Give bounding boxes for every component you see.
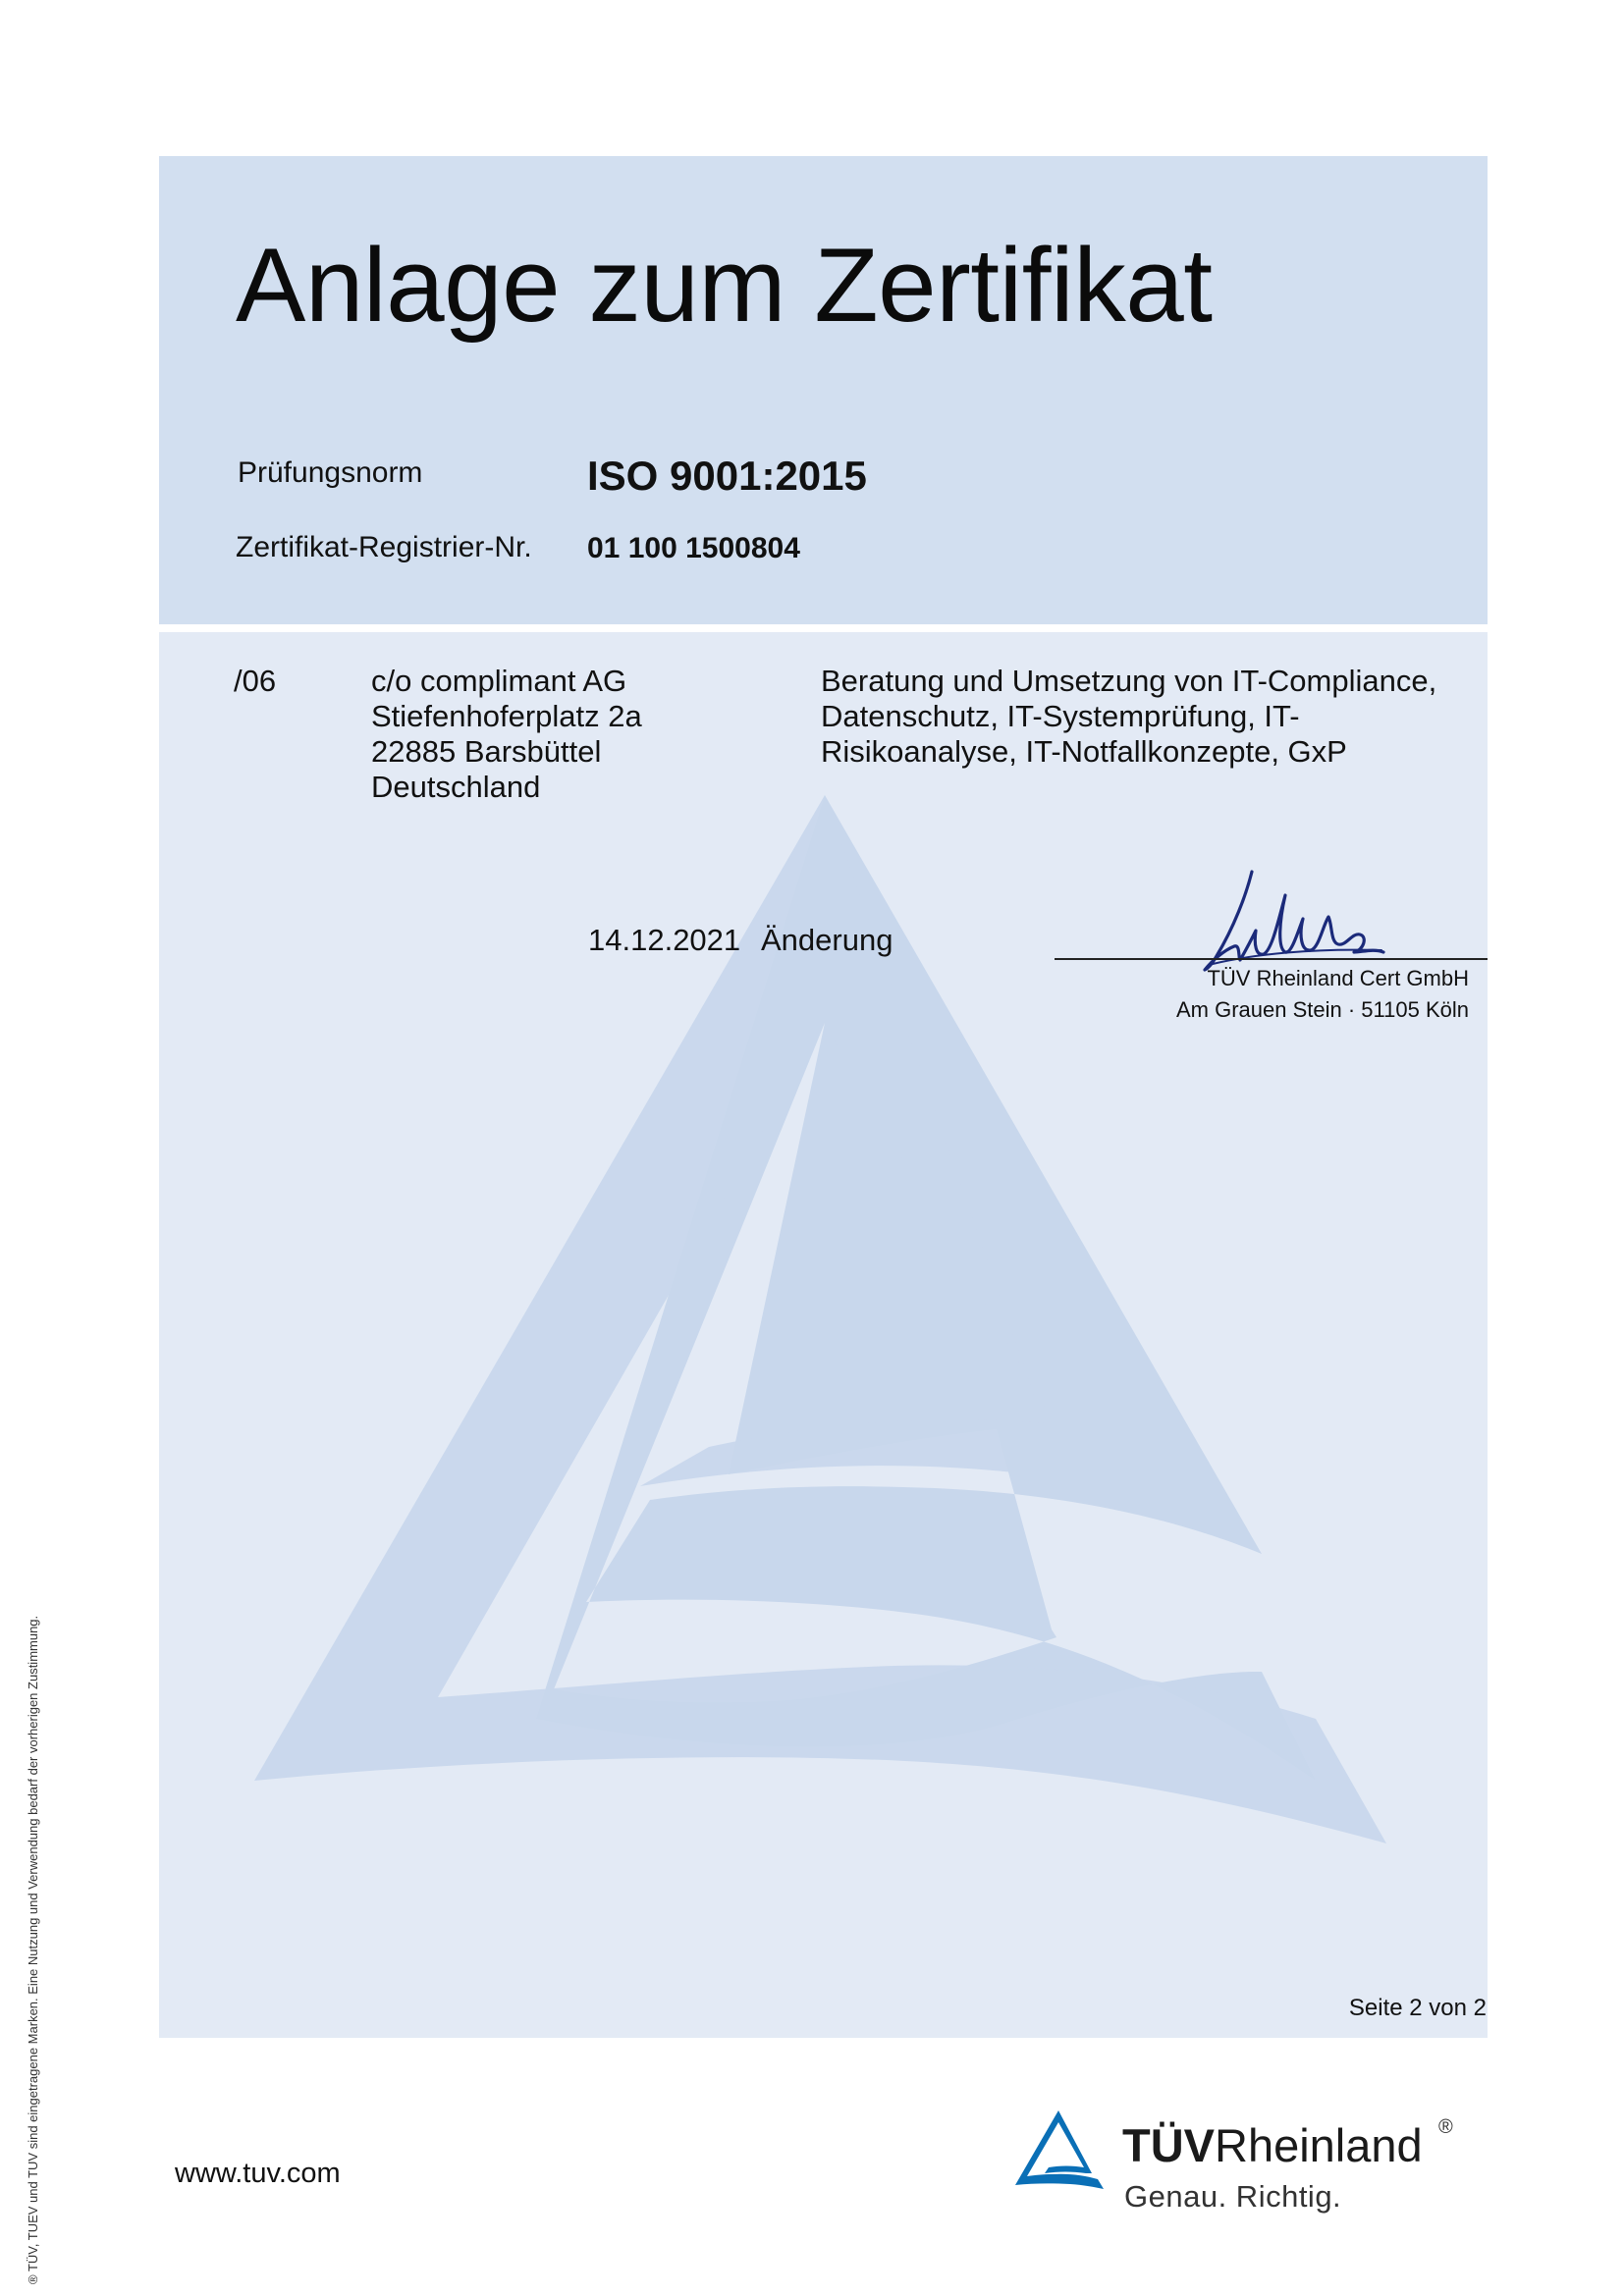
scope-line: Risikoanalyse, IT-Notfallkonzepte, GxP [821, 734, 1347, 769]
brand-name-bold: TÜV [1122, 2119, 1215, 2171]
signature-line [1055, 958, 1488, 960]
registration-value: 01 100 1500804 [587, 532, 800, 564]
site-entry-number: /06 [234, 664, 277, 698]
trademark-notice: ® TÜV, TUEV und TUV sind eingetragene Marken. Eine Nutzung und Verwendung bedarf der vorherigen Zustimmung. [26, 1615, 40, 2284]
brand-name-regular: Rheinland [1215, 2119, 1423, 2171]
registered-mark: ® [1438, 2116, 1453, 2138]
document-title: Anlage zum Zertifikat [236, 226, 1213, 344]
site-scope [821, 664, 1436, 770]
address-line: c/o complimant AG [371, 664, 627, 698]
issuer-name: TÜV Rheinland Cert GmbH [1207, 966, 1469, 990]
scope-line: Beratung und Umsetzung von IT-Compliance, [821, 664, 1437, 698]
header-panel [159, 156, 1488, 624]
address-line: Deutschland [371, 770, 541, 804]
change-date: 14.12.2021 [588, 923, 741, 957]
brand-tagline: Genau. Richtig. [1124, 2179, 1342, 2214]
scope-line: Datenschutz, IT-Systemprüfung, IT- [821, 699, 1300, 733]
address-line: Stiefenhoferplatz 2a [371, 699, 642, 733]
tuv-triangle-logo-icon [1011, 2109, 1106, 2189]
site-address [371, 664, 642, 805]
standard-value: ISO 9001:2015 [587, 453, 867, 499]
registration-label: Zertifikat-Registrier-Nr. [236, 531, 532, 563]
issuer-address: Am Grauen Stein · 51105 Köln [1176, 997, 1469, 1022]
website-link[interactable]: www.tuv.com [175, 2158, 341, 2189]
body-panel [159, 632, 1488, 2038]
tuv-triangle-watermark-icon [159, 632, 1488, 2038]
standard-label: Prüfungsnorm [238, 456, 423, 489]
address-line: 22885 Barsbüttel [371, 734, 602, 769]
page-indicator: Seite 2 von 2 [1348, 1995, 1487, 2021]
brand-name [1122, 2119, 1423, 2171]
change-label: Änderung [761, 923, 893, 957]
